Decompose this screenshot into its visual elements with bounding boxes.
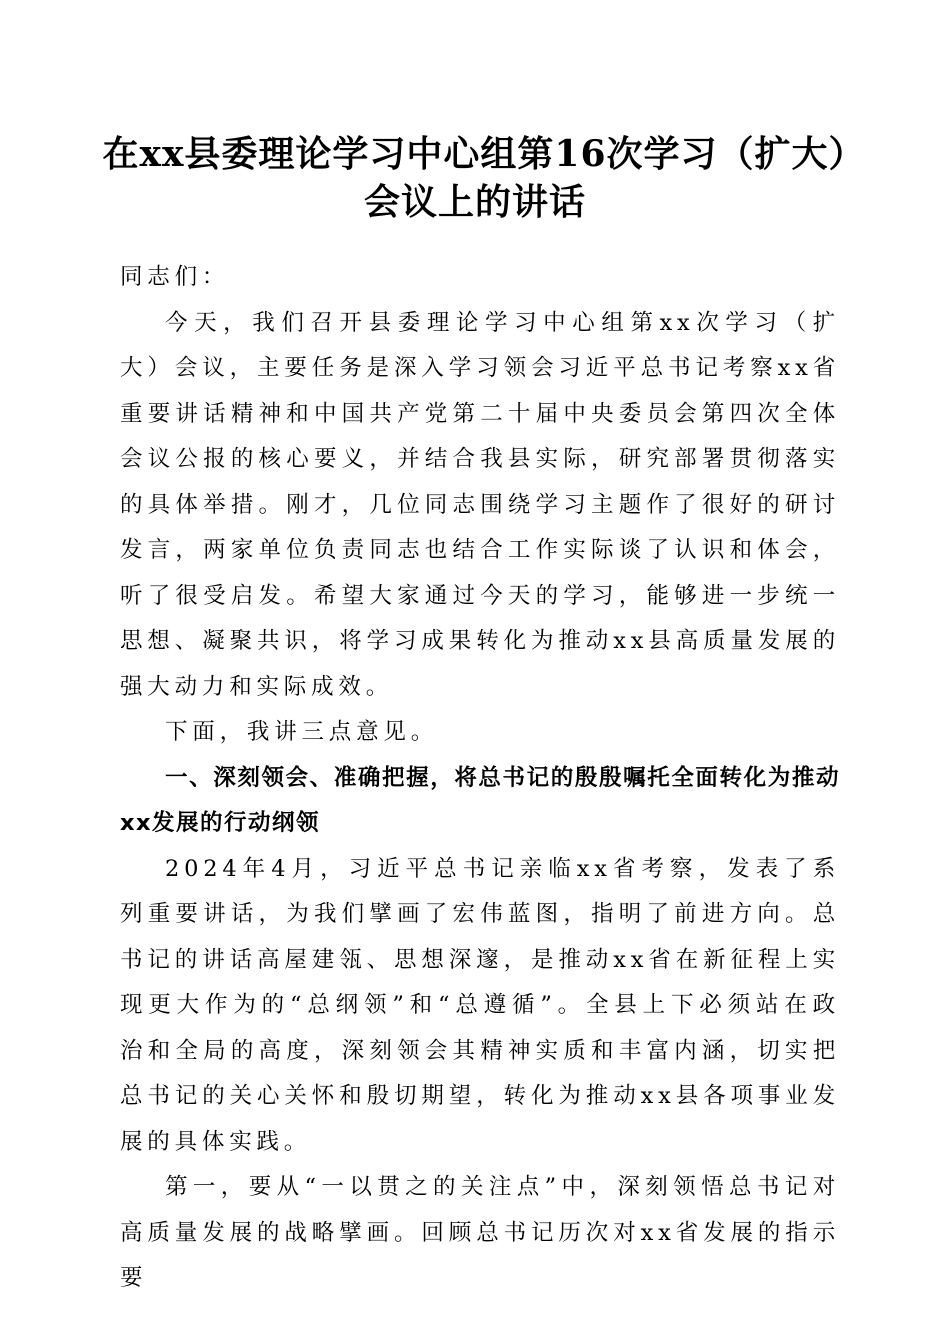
body-paragraph-outline: 下面，我讲三点意见。 [165,719,439,745]
section-heading-1: 一、深刻领会、准确把握，将总书记的殷殷嘱托全面转化为推动xx发展的行动纲领 [120,764,840,836]
salutation: 同志们： [120,264,230,290]
body-paragraph-section-2: 第一，要从“一以贯之的关注点”中，深刻领悟总书记对高质量发展的战略擘画。回顾总书记历次对xx省发展的指示要 [120,1174,840,1291]
document-body [120,255,840,1302]
document-title: 在xx县委理论学习中心组第16次学习（扩大）会议上的讲话 [102,133,848,223]
body-paragraph-section-1: 2024年4月，习近平总书记亲临xx省考察，发表了系列重要讲话，为我们擘画了宏伟蓝图，指明了前进方向。总书记的讲话高屋建瓴、思想深邃，是推动xx省在新征程上实现更大作为的“总纲领”和“总遵循”。全县上下必须站在政治和全局的高度，深刻领会其精神实质和丰富内涵，切实把总书记的关心关怀和殷切期望，转化为推动xx县各项事业发展的具体实践。 [120,855,840,1155]
body-paragraph-intro: 今天，我们召开县委理论学习中心组第xx次学习（扩大）会议，主要任务是深入学习领会习近平总书记考察xx省重要讲话精神和中国共产党第二十届中央委员会第四次全体会议公报的核心要义，并结合我县实际，研究部署贯彻落实的具体举措。刚才，几位同志围绕学习主题作了很好的研讨发言，两家单位负责同志也结合工作实际谈了认识和体会，听了很受启发。希望大家通过今天的学习，能够进一步统一思想、凝聚共识，将学习成果转化为推动xx县高质量发展的强大动力和实际成效。 [120,309,840,700]
